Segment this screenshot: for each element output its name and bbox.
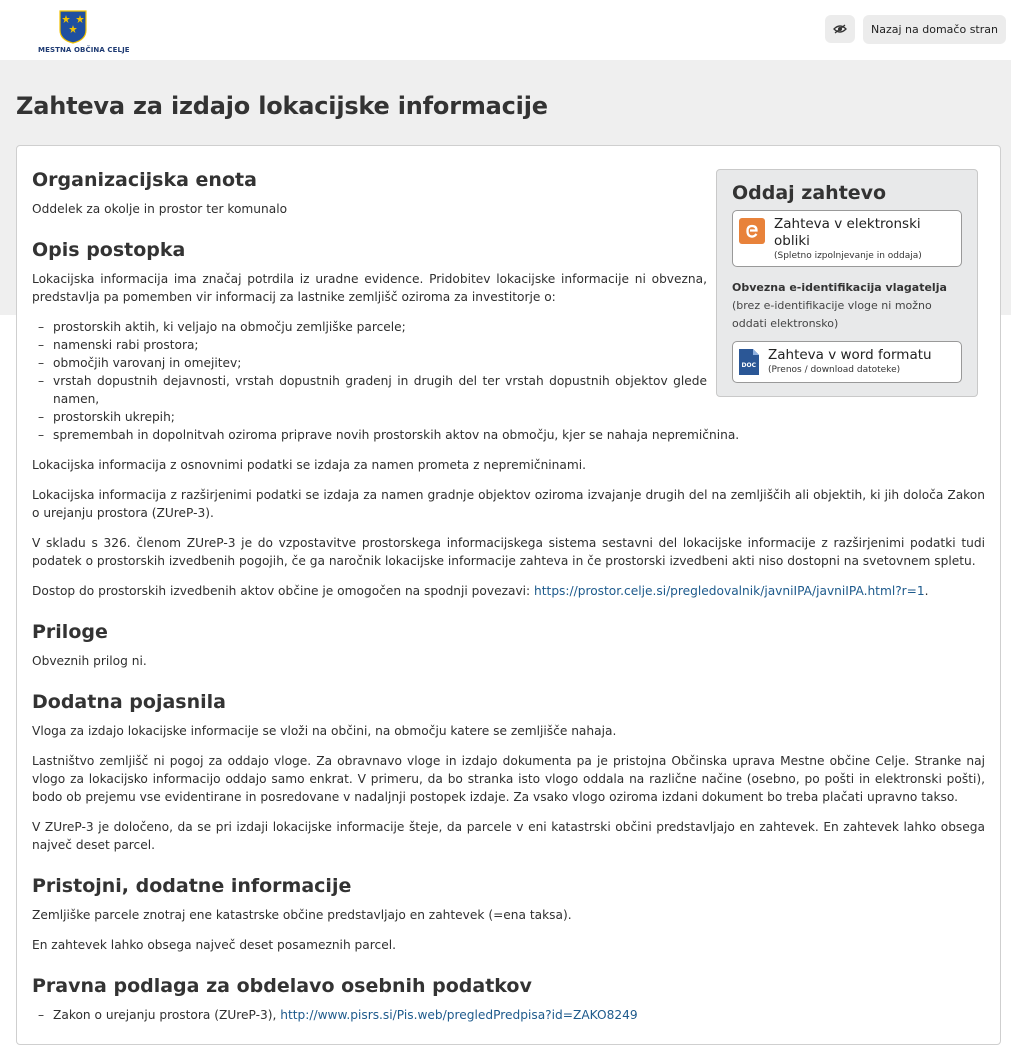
access-suffix: . bbox=[924, 584, 929, 598]
list-item: – območjih varovanj in omejitev; bbox=[32, 354, 707, 372]
eye-icon bbox=[833, 24, 847, 34]
org-unit-section bbox=[32, 168, 985, 218]
procedure-access-paragraph bbox=[32, 582, 985, 600]
procedure-intro: Lokacijska informacija ima značaj potrdila iz uradne evidence. Pridobitev lokacijske informacije ni obvezna, predstavlja pa pomemben vir informacij za lastnike zemljišč oziroma za investitorje o: bbox=[32, 272, 707, 304]
procedure-paragraph: Lokacijska informacija z razširjenimi podatki se izdaja za namen gradnje objektov oziroma izvajanje drugih del na zemljiščih ali objektih, ki jih določa Zakon o urejanju prostora (ZUreP-3). bbox=[32, 488, 985, 520]
legal-basis-link[interactable]: http://www.pisrs.si/Pis.web/pregledPredpisa?id=ZAKO8249 bbox=[280, 1008, 638, 1022]
competent-heading: Pristojni, dodatne informacije bbox=[32, 875, 352, 897]
competent-paragraph: Zemljiške parcele znotraj ene katastrske občine predstavljajo en zahtevek (=ena taksa). bbox=[32, 908, 572, 922]
competent-paragraph: En zahtevek lahko obsega največ deset posameznih parcel. bbox=[32, 938, 396, 952]
accessibility-eye-button[interactable] bbox=[825, 15, 855, 43]
competent-section bbox=[32, 874, 985, 954]
list-item: – prostorskih ukrepih; bbox=[32, 408, 707, 426]
additional-info-section bbox=[32, 690, 985, 854]
list-item: – spremembah in dopolnitvah oziroma priprave novih prostorskih aktov na območju, kjer se nahaja nepremičnina. bbox=[32, 426, 985, 444]
attachments-heading: Priloge bbox=[32, 621, 108, 643]
logo-text: MESTNA OBČINA CELJE bbox=[38, 46, 130, 54]
electronic-request-label: Zahteva v elektronski obliki bbox=[774, 216, 921, 249]
org-unit-heading: Organizacijska enota bbox=[32, 169, 257, 191]
list-item: – prostorskih aktih, ki veljajo na območju zemljiške parcele; bbox=[32, 318, 707, 336]
access-text: Dostop do prostorskih izvedbenih aktov občine je omogočen na spodnji povezavi: bbox=[32, 584, 535, 598]
coat-of-arms-icon bbox=[59, 10, 87, 44]
additional-info-heading: Dodatna pojasnila bbox=[32, 691, 226, 713]
submit-title: Oddaj zahtevo bbox=[732, 182, 887, 204]
site-logo[interactable] bbox=[38, 10, 130, 54]
e-identification-note: (brez e-identifikacije vloge ni možno oddati elektronsko) bbox=[732, 299, 932, 330]
list-item bbox=[32, 1006, 985, 1024]
additional-paragraph: Vloga za izdajo lokacijske informacije se vloži na občini, na območju katere se zemljišče nahaja. bbox=[32, 724, 617, 738]
legal-basis-list bbox=[32, 1006, 985, 1024]
additional-paragraph: V ZUreP-3 je določeno, da se pri izdaji lokacijske informacije šteje, da parcele v eni katastrski občini predstavljajo en zahtevek. En zahtevek lahko obsega največ deset parcel. bbox=[32, 820, 985, 852]
procedure-list bbox=[32, 318, 985, 444]
legal-basis-heading: Pravna podlaga za obdelavo osebnih podatkov bbox=[32, 975, 532, 997]
procedure-paragraph: V skladu s 326. členom ZUreP-3 je do vzpostavitve prostorskega informacijskega sistema sestavni del lokacijske informacije z razširjenimi podatki tudi podatek o prostorskih izvedbenih pogojih, če ga naročnik lokacijske informacije zahteva in če prostorski izvedbeni akti niso dostopni na svetovnem spletu. bbox=[32, 536, 985, 568]
org-unit-text: Oddelek za okolje in prostor ter komunalo bbox=[32, 202, 288, 216]
attachments-section bbox=[32, 620, 985, 670]
site-header bbox=[0, 0, 1011, 60]
list-item: – namenski rabi prostora; bbox=[32, 336, 707, 354]
list-item: – vrstah dopustnih dejavnosti, vrstah dopustnih gradenj in drugih del ter vrstah dopustnih objektov glede namen, bbox=[32, 372, 707, 408]
content-card bbox=[16, 145, 1001, 1045]
electronic-request-sub: (Spletno izpolnjevanje in oddaja) bbox=[774, 251, 922, 261]
e-identification-title: Obvezna e-identifikacija vlagatelja bbox=[732, 281, 947, 294]
page-title: Zahteva za izdajo lokacijske informacije bbox=[16, 92, 548, 120]
procedure-paragraph: Lokacijska informacija z osnovnimi podatki se izdaja za namen prometa z nepremičninami. bbox=[32, 458, 587, 472]
main-content bbox=[32, 168, 985, 1036]
spatial-acts-link[interactable]: https://prostor.celje.si/pregledovalnik/javniIPA/javniIPA.html?r=1 bbox=[534, 584, 925, 598]
legal-item-text: Zakon o urejanju prostora (ZUreP-3), bbox=[53, 1008, 281, 1022]
word-request-sub: (Prenos / download datoteke) bbox=[768, 365, 901, 375]
back-home-button[interactable]: Nazaj na domačo stran bbox=[863, 15, 1006, 44]
additional-paragraph: Lastništvo zemljišč ni pogoj za oddajo vloge. Za obravnavo vloge in izdajo dokumenta pa je pristojna Občinska uprava Mestne občine Celje. Stranke naj vlogo za lokacijsko informacijo oddajo samo enkrat. V primeru, da bo stranka isto vlogo oddala na različne načine (osebno, po pošti in elektronski pošti), bodo ob prejemu vse evidentirane in posredovane v nadaljnji postopek izdaje. Za vsako vlogo oziroma izdani dokument bo treba plačati upravno takso. bbox=[32, 754, 985, 804]
word-request-label: Zahteva v word formatu bbox=[768, 347, 932, 363]
svg-text:DOC: DOC bbox=[741, 362, 756, 369]
procedure-heading: Opis postopka bbox=[32, 239, 186, 261]
attachments-text: Obveznih prilog ni. bbox=[32, 654, 147, 668]
procedure-section bbox=[32, 238, 985, 600]
